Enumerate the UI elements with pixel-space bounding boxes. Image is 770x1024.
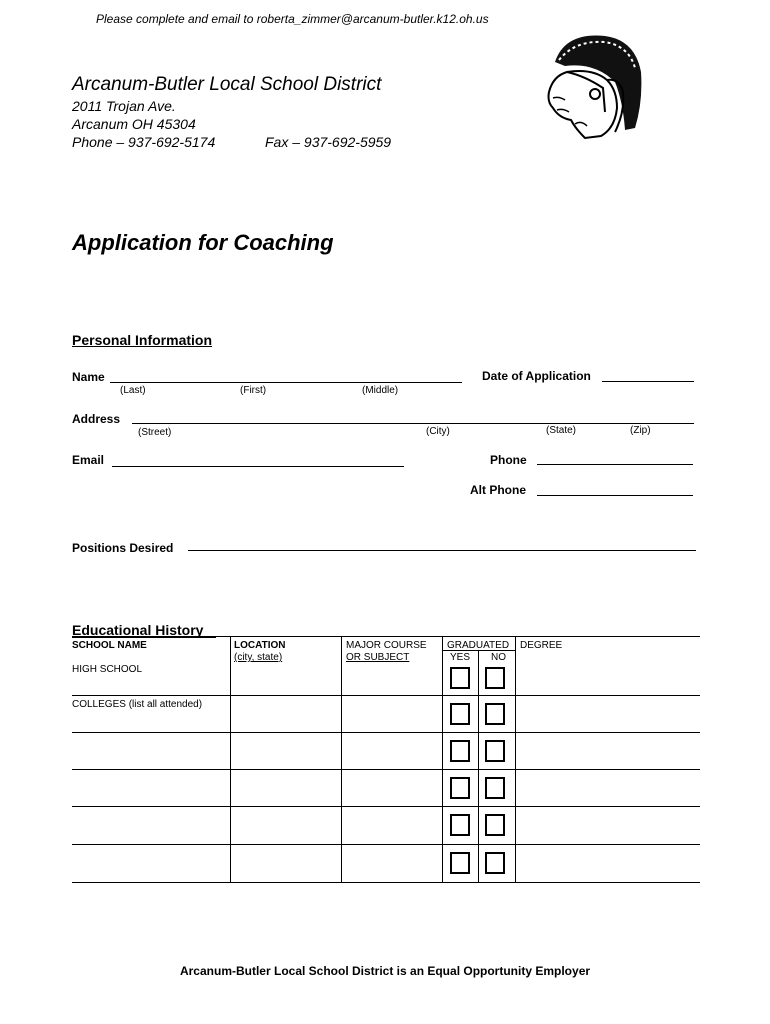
alt-phone-label: Alt Phone: [470, 483, 526, 497]
row2-no-checkbox[interactable]: [485, 703, 505, 725]
state-hint: (State): [546, 425, 577, 436]
phone-label: Phone: [490, 453, 527, 467]
email-field[interactable]: [112, 466, 404, 467]
row5-no-checkbox[interactable]: [485, 814, 505, 836]
col-divider-3: [442, 637, 443, 883]
row1-no-checkbox[interactable]: [485, 667, 505, 689]
city-hint: (City): [426, 426, 450, 437]
col-graduated-header: GRADUATED: [447, 640, 510, 651]
col-divider-4: [478, 650, 479, 883]
table-top-rule: [72, 636, 700, 637]
trojan-helmet-icon: [545, 32, 645, 140]
graduated-subrule: [442, 650, 515, 651]
col-degree-header: DEGREE: [520, 640, 563, 651]
name-field[interactable]: [110, 382, 462, 383]
table-bottom-rule: [72, 882, 700, 883]
education-heading-underline: [72, 637, 216, 638]
row-label-colleges: COLLEGES (list all attended): [72, 699, 203, 710]
table-rule-1: [72, 695, 700, 696]
col-school-header: SCHOOL NAME: [72, 640, 147, 651]
address-label: Address: [72, 412, 121, 426]
email-label: Email: [72, 453, 105, 467]
col-divider-5: [515, 637, 516, 883]
row6-yes-checkbox[interactable]: [450, 852, 470, 874]
col-divider-2: [341, 637, 342, 883]
row3-yes-checkbox[interactable]: [450, 740, 470, 762]
email-instruction: Please complete and email to roberta_zimmer@arcanum-butler.k12.oh.us: [96, 12, 489, 26]
name-label: Name: [72, 370, 105, 384]
row1-yes-checkbox[interactable]: [450, 667, 470, 689]
table-rule-4: [72, 806, 700, 807]
personal-info-heading: Personal Information: [72, 332, 213, 348]
district-city: Arcanum OH 45304: [72, 116, 196, 132]
positions-label: Positions Desired: [72, 541, 174, 555]
row5-yes-checkbox[interactable]: [450, 814, 470, 836]
col-yes-header: YES: [450, 652, 471, 663]
education-heading: Educational History: [72, 622, 204, 638]
date-label: Date of Application: [482, 369, 591, 383]
row4-no-checkbox[interactable]: [485, 777, 505, 799]
address-field[interactable]: [132, 423, 694, 424]
equal-opportunity-footer: Arcanum-Butler Local School District is an Equal Opportunity Employer: [179, 964, 591, 978]
district-name: Arcanum-Butler Local School District: [72, 74, 382, 95]
date-field[interactable]: [602, 381, 694, 382]
row3-no-checkbox[interactable]: [485, 740, 505, 762]
form-title: Application for Coaching: [72, 230, 334, 255]
row6-no-checkbox[interactable]: [485, 852, 505, 874]
district-street: 2011 Trojan Ave.: [72, 98, 176, 114]
middle-hint: (Middle): [362, 385, 399, 396]
table-rule-3: [72, 769, 700, 770]
table-rule-5: [72, 844, 700, 845]
zip-hint: (Zip): [630, 425, 651, 436]
row-label-high-school: HIGH SCHOOL: [72, 664, 143, 675]
positions-field[interactable]: [188, 550, 696, 551]
col-location-sub: (city, state): [234, 652, 283, 663]
first-hint: (First): [240, 385, 267, 396]
district-fax: Fax – 937-692-5959: [265, 134, 392, 150]
col-no-header: NO: [491, 652, 506, 663]
last-hint: (Last): [120, 385, 146, 396]
table-rule-2: [72, 732, 700, 733]
col-divider-1: [230, 637, 231, 883]
row4-yes-checkbox[interactable]: [450, 777, 470, 799]
phone-field[interactable]: [537, 464, 693, 465]
district-phone: Phone – 937-692-5174: [72, 134, 216, 150]
col-major-header: MAJOR COURSE: [346, 640, 427, 651]
alt-phone-field[interactable]: [537, 495, 693, 496]
street-hint: (Street): [138, 427, 172, 438]
col-location-header: LOCATION: [234, 640, 286, 651]
col-major-sub: OR SUBJECT: [346, 652, 410, 663]
row2-yes-checkbox[interactable]: [450, 703, 470, 725]
